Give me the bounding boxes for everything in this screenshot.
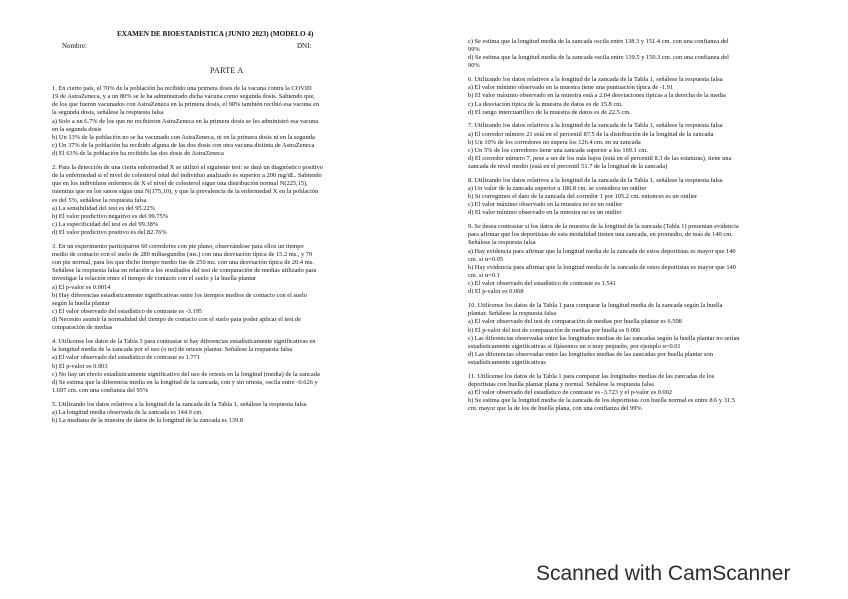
left-text-line: de los que fueron vacunados con AstraZeneca en la primera dosis, el 90% también recibió esa vacuna en	[52, 101, 319, 109]
left-text-line: 19 de AstraZeneca, y a un 80% se le ha administrado dicha vacuna como segunda dosis. Sabiendo que,	[52, 93, 316, 101]
right-text-line: a) Un valor de la zancada superior a 186.8 cm. se considera un outlier	[468, 185, 647, 192]
left-text-line: según la huella plantar	[52, 299, 110, 307]
right-text-line: c) La desviación típica de la muestra de datos es de 15.8 cm.	[468, 100, 623, 108]
left-text-line: la longitud media de la zancada por el uso (o no) de ortesis plantar. Señálese la respuesta falsa	[52, 346, 293, 354]
left-text-line: a) La longitud media observada de la zancada es 144.9 cm.	[52, 408, 203, 416]
left-text-line: d) Se estima que la diferencia media en la longitud de la zancada, con y sin ortesis, oscila entre -0.626 y	[52, 378, 318, 386]
left-text-line: a) El p-valor es 0.0014	[52, 283, 111, 291]
left-text-line: Señálese la respuesta falsa en relación a los resultados del test de comparación de medias utilizado para	[52, 267, 317, 275]
right-text-line: d) El rango intercuartílico de la muestra de datos es de 22.5 cm.	[468, 108, 631, 116]
right-text-line: d) El corredor número 7, pese a ser de los más bajos (está en el percentil 8.3 de las estaturas), tiene una	[468, 155, 732, 163]
right-text-line: c) Las diferencias observadas entre las longitudes medias de las zancadas según la huella plantar no serían	[468, 334, 740, 342]
left-text-line: b) La mediana de la muestra de datos de la longitud de la zancada es 139.8	[52, 416, 243, 424]
right-text-line: 99%	[468, 46, 480, 54]
left-text-line: 3. En un experimento participaron 60 corredores con pie plano, observándose para ellos un tiempo	[52, 242, 304, 250]
left-text-line: la segunda dosis, señálese la respuesta falsa	[52, 109, 164, 117]
left-text-line: investigar la relación entre el tiempo de contacto con el suelo y la huella plantar	[52, 275, 257, 283]
left-text-line: a) La sensibilidad del test es del 95.22%	[52, 204, 155, 212]
left-text-line: es del 5%, señálese la respuesta falsa	[52, 196, 147, 204]
left-text-line: b) Un 13% de la población no se ha vacunado con AstraZeneca, ni en la primera dosis ni en la segunda	[52, 133, 315, 141]
nombre-label: Nombre:	[62, 42, 87, 50]
right-text-line: b) Se estima que la longitud media de la zancada de los deportistas con huella normal es entre 8.6 y 31.5	[468, 397, 735, 405]
right-text-line: c) El valor observado del estadístico de contraste es 1.541	[468, 280, 617, 288]
left-text-line: 1.697 cm. con una confianza del 95%	[52, 386, 149, 394]
right-text-line: para afirmar que los deportistas de esta modalidad tienen una zancada, en promedio, de más de 140 cm.	[468, 231, 733, 239]
right-text-line: c) Se estima que la longitud media de la zancada oscila entre 138.3 y 151.4 cm. con una confianza del	[468, 38, 729, 45]
right-text-line: a) El valor observado del test de comparación de medias por huella plantar es 6.508	[468, 318, 682, 326]
left-text-line: a) El valor observado del estadístico de contraste es 1.771	[52, 354, 201, 362]
left-text-line: 1. En cierto país, el 70% de la población ha recibido una primera dosis de la vacuna contra la COVID	[52, 85, 312, 92]
left-text-line: mientras que en los sanos sigue una N(175,10), y que la prevalencia de la enfermedad X en la población	[52, 188, 319, 196]
left-text-line: c) Un 37% de la población ha recibido alguna de las dos dosis con otra vacuna distinta de AstraZeneca	[52, 142, 315, 150]
right-text-line: 6. Utilizando los datos relativos a la longitud de la zancada de la Tabla 1, señálese la respuesta falsa	[468, 76, 723, 84]
right-text-line: Señálese la respuesta falsa	[468, 239, 536, 247]
left-text-line: en la segunda dosis	[52, 125, 102, 133]
right-text-line: b) El p-valor del test de comparación de medias por huella es 0.006	[468, 326, 641, 334]
right-text-line: plantar. Señálese la respuesta falsa	[468, 310, 557, 318]
right-text-line: d) Las diferencias observadas entre las longitudes medias de las zancadas por huella plantar son	[468, 350, 713, 358]
dni-label: DNI:	[297, 42, 312, 50]
exam-title: EXAMEN DE BIOESTADÍSTICA (JUNIO 2023) (MODELO 4)	[117, 30, 314, 38]
right-text-line: b) Si corregimos el dato de la zancada del corredor 1 por 105.2 cm. entonces es un outlier	[468, 193, 698, 201]
right-text-line: c) Un 5% de los corredores tiene una zancada superior a los 169.1 cm.	[468, 146, 648, 154]
right-text-line: a) El valor mínimo observado en la muestra tiene una puntuación típica de -1.91	[468, 84, 674, 92]
left-text-line: c) La especificidad del test es del 99.38%	[52, 221, 159, 228]
right-text-line: estadísticamente significativas	[468, 359, 546, 367]
parte-heading: PARTE A	[210, 66, 244, 75]
right-text-line: d) Se estima que la longitud media de la zancada oscila entre 139.5 y 150.3 cm. con una confianza del	[468, 54, 729, 62]
right-text-line: c) El valor máximo observado en la muestra no es un outlier	[468, 201, 623, 209]
left-text-line: d) El 63% de la población ha recibido las dos dosis de AstraZeneca	[52, 150, 224, 158]
right-text-line: b) Un 10% de los corredores no supera los 126.4 cm. en su zancada	[468, 138, 641, 146]
right-text-line: 9. Se desea contrastar si los datos de la muestra de la longitud de la zancada (Tabla 1) presentan evidencia	[468, 223, 739, 231]
left-text-line: de la enfermedad si el nivel de colesterol total del individuo analizado es superior a 200 mg/dL. Sabiendo	[52, 172, 322, 180]
left-text-line: 4. Utilícense los datos de la Tabla 3 para contrastar si hay diferencias estadísticamente significativas en	[52, 338, 316, 346]
right-text-line: cm. si α=0.1	[468, 272, 500, 280]
left-text-line: 2. Para la detección de una cierta enfermedad X se utilizó el siguiente test: se dará un diagnóstico positivo	[52, 163, 323, 171]
right-column	[468, 38, 810, 414]
right-text-line: 90%	[468, 62, 480, 70]
right-text-line: a) El corredor número 21 está en el percentil 87.5 de la distribución de la longitud de la zancada	[468, 130, 714, 138]
camscanner-watermark: Scanned with CamScanner	[536, 562, 791, 585]
right-text-line: estadísticamente significativas si fijásemos un α muy pequeño, por ejemplo α=0.01	[468, 342, 681, 350]
right-text-line: 11. Utilícense los datos de la Tabla 1 para comparar las longitudes medias de las zancadas de los	[468, 372, 715, 380]
left-text-line: 5. Utilizando los datos relativos a la longitud de la zancada de la Tabla 1, señálese la respuesta falsa	[52, 400, 307, 408]
right-text-line: cm. si α=0.05	[468, 255, 503, 263]
right-text-line: deportistas con huella plantar plana y normal. Señálese la respuesta falsa	[468, 380, 654, 388]
left-text-line: b) El valor predictivo negativo es del 99.75%	[52, 212, 169, 220]
left-column	[52, 85, 413, 425]
right-text-line: b) El valor máximo observado en la muestra está a 2.04 desviaciones típicas a la derecha de la media	[468, 92, 726, 100]
left-text-line: b) El p-valor es 0.903	[52, 362, 108, 370]
left-text-line: con pie normal, para los que dicho tiempo medio fue de 250 ms. con una desviación típica de 20.4 ms.	[52, 259, 314, 267]
left-text-line: que en los individuos enfermos de X el nivel de colesterol sigue una distribución normal N(225,15),	[52, 180, 308, 188]
right-text-line: a) El valor observado del estadístico de contraste es -3.723 y el p-valor es 0.002	[468, 389, 673, 397]
right-text-line: d) El valor mínimo observado en la muestra no es un outlier	[468, 209, 622, 217]
right-text-line: zancada de nivel medio (está en el percentil 51.7 de la longitud de la zancada)	[468, 163, 668, 171]
right-text-line: 10. Utilícense los datos de la Tabla 1 para comparar la longitud media de la zancada según la huella	[468, 302, 723, 310]
left-text-line: d) El valor predictivo positivo es del 82.76%	[52, 229, 167, 237]
right-text-line: 8. Utilizando los datos relativos a la longitud de la zancada de la Tabla 1, señálese la respuesta falsa	[468, 176, 723, 184]
left-text-line: a) Solo a un 6.7% de los que no recibieron AstraZeneca en la primera dosis se les administró esa vacuna	[52, 117, 319, 125]
right-text-line: 7. Utilizando los datos relativos a la longitud de la zancada de la Tabla 1, señálese la respuesta falsa	[468, 122, 723, 130]
left-text-line: comparación de medias	[52, 324, 113, 332]
left-text-line: b) Hay diferencias estadísticamente significativas entre los tiempos medios de contacto con el suelo	[52, 291, 308, 299]
right-text-line: d) El p-valor es 0.068	[468, 288, 524, 296]
right-text-line: cm. mayor que la de los de huella plana, con una confianza del 99%	[468, 405, 642, 413]
left-text-line: medio de contacto con el suelo de 280 milisegundos (ms.) con una desviación típica de 15.2 ms., y 70	[52, 250, 313, 258]
left-text-line: d) Necesito asumir la normalidad del tiempo de contacto con el suelo para poder aplicar el test de	[52, 316, 301, 324]
right-text-line: a) Hay evidencia para afirmar que la longitud media de la zancada de estos deportistas es mayor que 140	[468, 247, 736, 255]
left-text-line: c) El valor observado del estadístico de contraste es -3.195	[52, 308, 203, 316]
right-text-line: b) Hay evidencia para afirmar que la longitud media de la zancada de estos deportistas es mayor que 140	[468, 263, 736, 271]
left-text-line: c) No hay un efecto estadísticamente significativo del uso de ortesis en la longitud (media) de la zancada	[52, 370, 320, 378]
